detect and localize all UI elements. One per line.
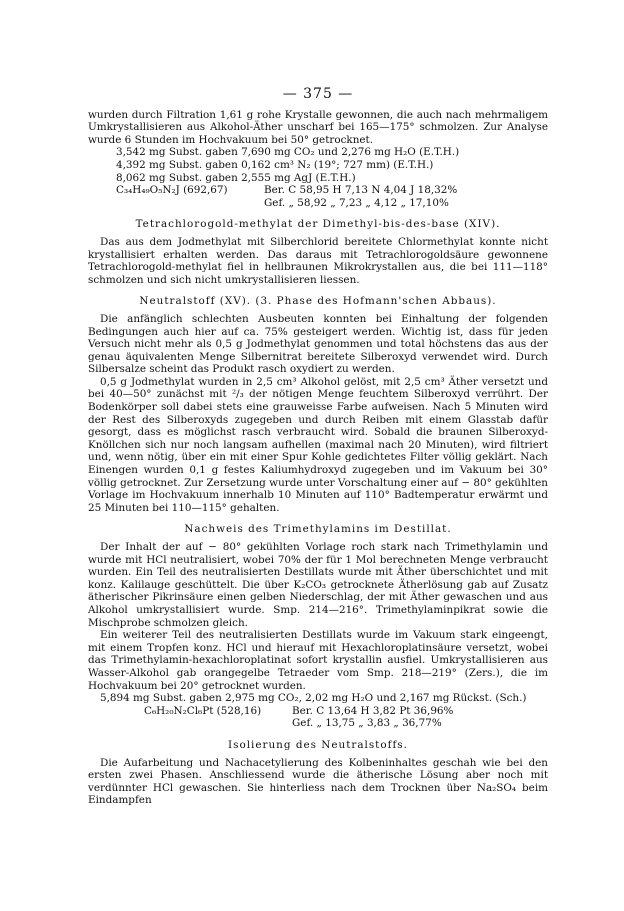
calculated-values: Ber. C 58,95 H 7,13 N 4,04 J 18,32% xyxy=(264,184,458,197)
document-page xyxy=(88,0,548,807)
calculated-values: Ber. C 13,64 H 3,82 Pt 36,96% xyxy=(292,704,454,717)
paragraph-isolation: Die Aufarbeitung und Nachacetylierung des Kolbeninhaltes geschah wie bei den ersten zwei Phasen. Anschliessend wurde die ätherische Lösung aber noch mit verdünnter HCl gewaschen. Sie hinterliess nach dem Trocknen über Na₂SO₄ beim Eindampfen xyxy=(88,756,548,807)
section-heading: Nachweis des Trimethylamins im Destillat. xyxy=(184,523,452,536)
analysis-block-2 xyxy=(100,692,548,730)
page-number: — 375 — xyxy=(282,86,354,102)
molecular-formula: C₃₄H₄₉O₅N₂J (692,67) xyxy=(116,184,228,197)
analysis-line: 8,062 mg Subst. gaben 2,555 mg AgJ (E.T.H.) xyxy=(116,171,356,184)
analysis-result-row xyxy=(116,184,548,197)
analysis-result-row xyxy=(144,705,548,718)
analysis-result-row xyxy=(116,197,548,210)
paragraph-trimethylamine-2: Ein weiterer Teil des neutralisierten Destillats wurde im Vakuum stark eingeengt, mit einem Tropfen konz. HCl und hierauf mit Hexachloroplatinsäure versetzt, wobei das Trimethylamin-hexachloroplatinat sofort krystallin ausfiel. Umkrystallisieren aus Wasser-Alkohol gab orangegelbe Tetraeder vom Smp. 218—219° (Zers.), die im Hochvakuum bei 20° getrocknet wurden. xyxy=(88,629,548,692)
analysis-block-1 xyxy=(116,146,548,209)
paragraph-trimethylamine-1: Der Inhalt der auf − 80° gekühlten Vorlage roch stark nach Trimethylamin und wurde mit HCl neutralisiert, wobei 70% der für 1 Mol berechneten Menge verbraucht wurden. Ein Teil des neutralisierten Destillats wurde mit Äther überschichtet und mit konz. Kalilauge geschüttelt. Die über K₂CO₃ getrocknete Ätherlösung gab auf Zusatz ätherischer Pikrinsäure einen gelben Niederschlag, der mit Äther gewaschen und aus Alkohol umkrystallisiert wurde. Smp. 214—216°. Trimethylaminpikrat sowie die Mischprobe schmolzen gleich. xyxy=(88,541,548,629)
paragraph-neutral-1: Die anfänglich schlechten Ausbeuten konnten bei Einhaltung der folgenden Bedingungen auch hier auf ca. 75% gesteigert werden. Wichtig ist, dass für jeden Versuch nicht mehr als 0,5 g Jodmethylat genommen und total höchstens das aus der genau äquivalenten Menge Silbernitrat bereitete Silberoxyd verwendet wird. Durch Silbersalze scheint das Produkt rasch oxydiert zu werden. xyxy=(88,312,548,376)
section-heading: Isolierung des Neutralstoffs. xyxy=(228,738,408,751)
analysis-line: 4,392 mg Subst. gaben 0,162 cm³ N₂ (19°; 727 mm) (E.T.H.) xyxy=(116,158,434,171)
paragraph-gold: Das aus dem Jodmethylat mit Silberchlorid bereitete Chlormethylat konnte nicht krystallisiert erhalten werden. Das daraus mit Tetrachlorogoldsäure gewonnene Tetrachlorogold-methylat fiel in hellbraunen Mikrokrystallen aus, die bei 111—118° schmolzen und sich nicht umkrystallisieren liessen. xyxy=(88,235,548,286)
found-values: Gef. „ 58,92 „ 7,23 „ 4,12 „ 17,10% xyxy=(264,196,449,209)
analysis-result-row xyxy=(144,717,548,730)
found-values: Gef. „ 13,75 „ 3,83 „ 36,77% xyxy=(292,717,442,730)
analysis-line: 3,542 mg Subst. gaben 7,690 mg CO₂ und 2,276 mg H₂O (E.T.H.) xyxy=(116,146,460,159)
section-heading: Neutralstoff (XV). (3. Phase des Hofmann'schen Abbaus). xyxy=(139,295,497,308)
analysis-line: 5,894 mg Subst. gaben 2,975 mg CO₂, 2,02 mg H₂O und 2,167 mg Rückst. (Sch.) xyxy=(100,692,527,705)
paragraph-intro: wurden durch Filtration 1,61 g rohe Krystalle gewonnen, die auch nach mehrmaligem Umkrystallisieren aus Alkohol-Äther unscharf bei 165—175° schmolzen. Zur Analyse wurde 6 Stunden im Hochvakuum bei 50° getrocknet. xyxy=(88,108,548,146)
section-heading: Tetrachlorogold-methylat der Dimethyl-bis-des-base (XIV). xyxy=(135,218,501,231)
molecular-formula: C₆H₂₀N₂Cl₆Pt (528,16) xyxy=(144,704,262,717)
paragraph-neutral-2: 0,5 g Jodmethylat wurden in 2,5 cm³ Alkohol gelöst, mit 2,5 cm³ Äther versetzt und bei 40—50° zunächst mit ²/₃ der nötigen Menge feuchtem Silberoxyd verrührt. Der Bodenkörper soll dabei stets eine grauweisse Farbe aufweisen. Nach 5 Minuten wird der Rest des Silberoxyds zugegeben und durch Reiben mit einem Glasstab dafür gesorgt, dass es möglichst rasch verbraucht wird. Sobald die braunen Silberoxyd-Knöllchen sich nur noch langsam aufhellen (maximal nach 20 Minuten), wird filtriert und, wenn nötig, über ein mit einer Spur Kohle gedichtetes Filter völlig geklärt. Nach Einengen wurden 0,1 g festes Kaliumhydroxyd zugegeben und im Vakuum bei 30° völlig getrocknet. Zur Zersetzung wurde unter Vorschaltung einer auf − 80° gekühlten Vorlage im Hochvakuum innerhalb 10 Minuten auf 110° Badtemperatur erwärmt und 25 Minuten bei 110—115° gehalten. xyxy=(88,375,548,514)
